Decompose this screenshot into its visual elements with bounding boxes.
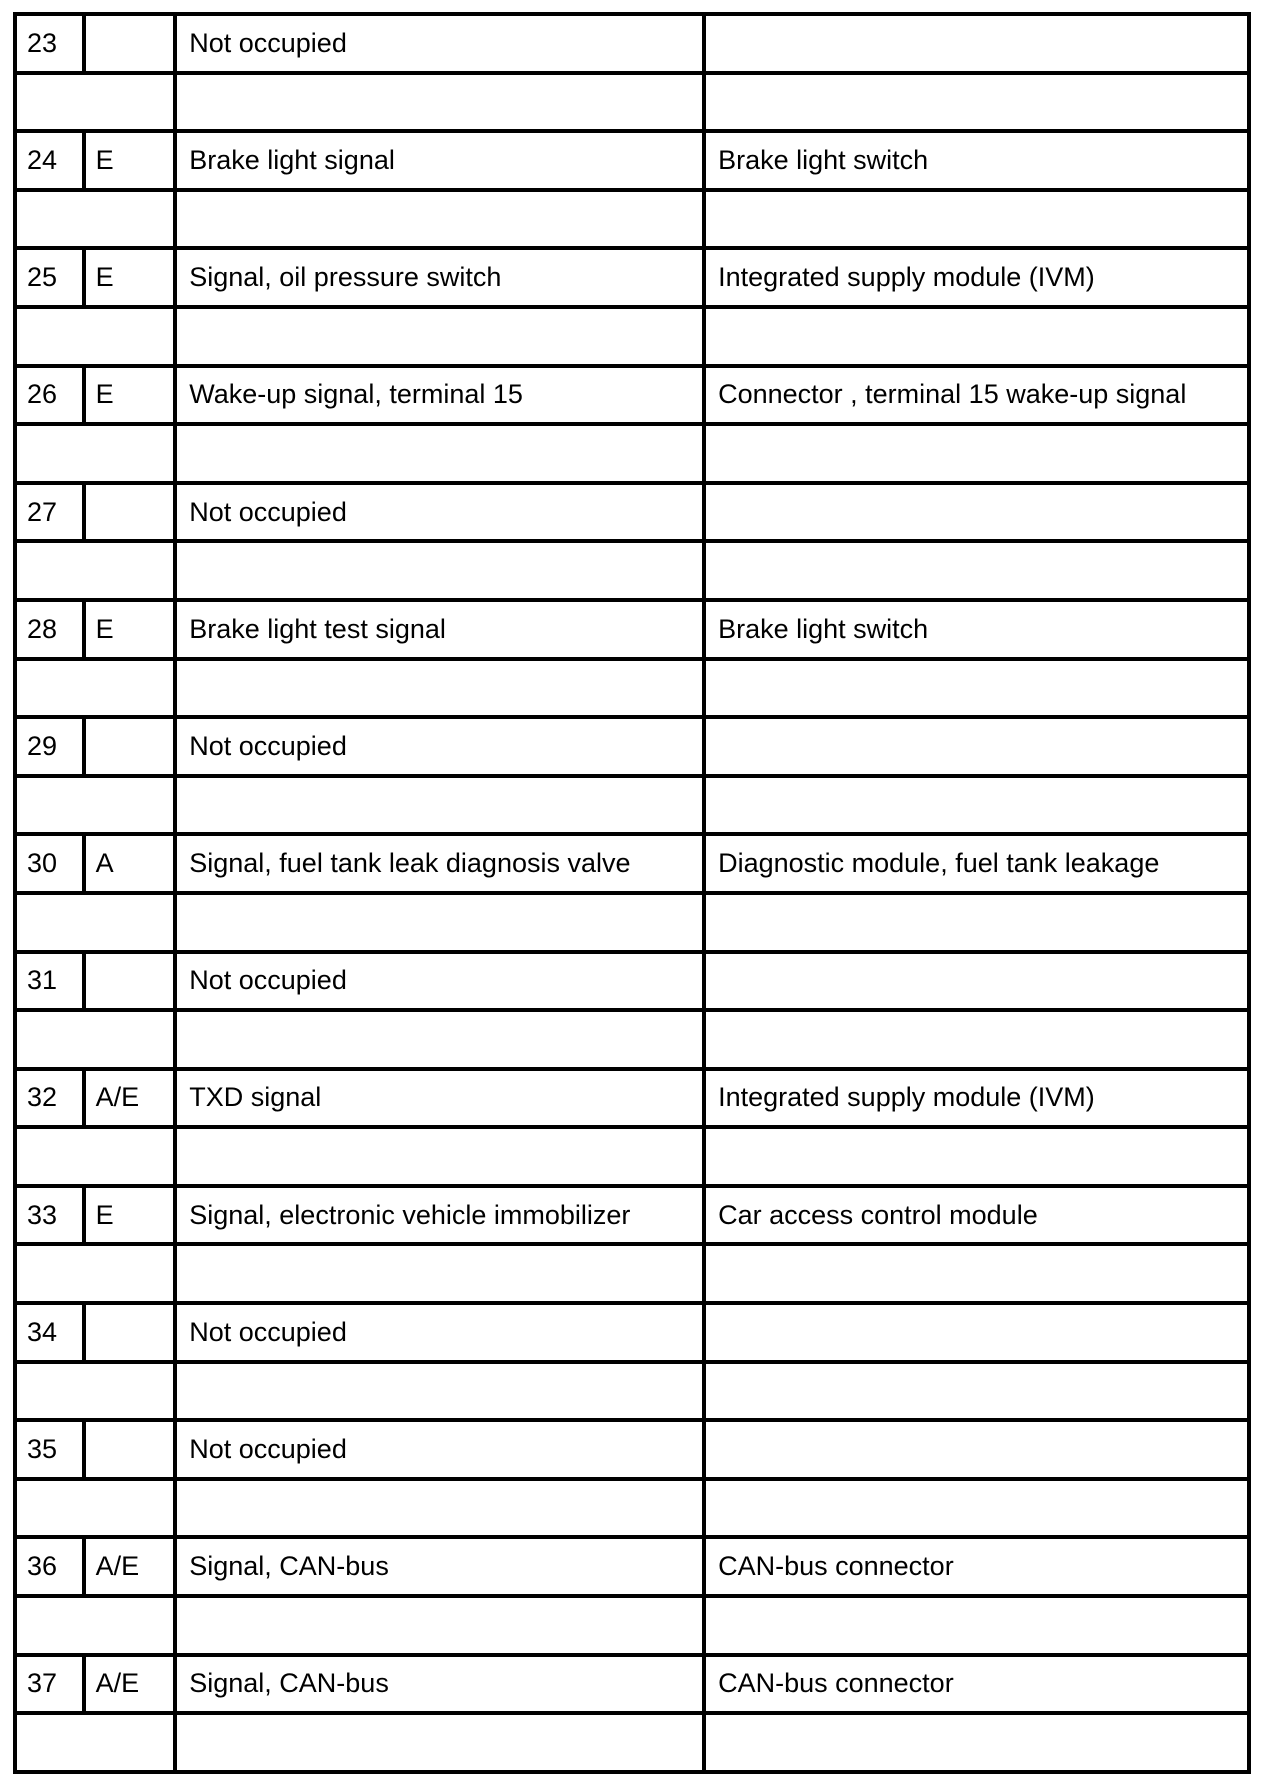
spacer-cell	[15, 1127, 175, 1186]
spacer-cell	[704, 1244, 1249, 1303]
connection-cell: CAN-bus connector	[704, 1655, 1249, 1714]
connection-cell: Integrated supply module (IVM)	[704, 248, 1249, 307]
function-cell: Brake light signal	[175, 131, 704, 190]
spacer-cell	[175, 424, 704, 483]
function-cell: Signal, oil pressure switch	[175, 248, 704, 307]
spacer-cell	[175, 659, 704, 718]
pin-row	[15, 1303, 1249, 1362]
direction-cell	[84, 952, 176, 1011]
spacer-cell	[15, 190, 175, 249]
pin-row	[15, 1420, 1249, 1479]
pin-row	[15, 483, 1249, 542]
spacer-cell	[15, 73, 175, 132]
pin-number-cell: 28	[15, 600, 84, 659]
spacer-row	[15, 659, 1249, 718]
spacer-cell	[704, 424, 1249, 483]
function-cell: Signal, fuel tank leak diagnosis valve	[175, 834, 704, 893]
spacer-cell	[175, 1362, 704, 1421]
connection-cell: Brake light switch	[704, 131, 1249, 190]
pin-number-cell: 29	[15, 717, 84, 776]
pin-row	[15, 366, 1249, 425]
function-cell: Not occupied	[175, 717, 704, 776]
spacer-cell	[15, 1713, 175, 1772]
pin-number-cell: 25	[15, 248, 84, 307]
spacer-row	[15, 541, 1249, 600]
connection-cell	[704, 1420, 1249, 1479]
pin-table-body	[15, 14, 1249, 1772]
spacer-row	[15, 73, 1249, 132]
spacer-row	[15, 893, 1249, 952]
pin-number-cell: 27	[15, 483, 84, 542]
connection-cell: Brake light switch	[704, 600, 1249, 659]
pin-row	[15, 834, 1249, 893]
spacer-cell	[704, 73, 1249, 132]
function-cell: Not occupied	[175, 14, 704, 73]
direction-cell	[84, 14, 176, 73]
spacer-cell	[15, 307, 175, 366]
direction-cell: E	[84, 248, 176, 307]
connection-cell	[704, 14, 1249, 73]
spacer-cell	[175, 1244, 704, 1303]
pin-number-cell: 31	[15, 952, 84, 1011]
spacer-cell	[704, 776, 1249, 835]
spacer-cell	[704, 659, 1249, 718]
spacer-row	[15, 307, 1249, 366]
spacer-cell	[15, 1479, 175, 1538]
spacer-cell	[704, 541, 1249, 600]
connection-cell	[704, 483, 1249, 542]
pin-number-cell: 26	[15, 366, 84, 425]
spacer-cell	[704, 1479, 1249, 1538]
direction-cell: E	[84, 1186, 176, 1245]
pin-row	[15, 1069, 1249, 1128]
direction-cell: A/E	[84, 1655, 176, 1714]
direction-cell	[84, 1303, 176, 1362]
function-cell: Not occupied	[175, 952, 704, 1011]
function-cell: Signal, CAN-bus	[175, 1537, 704, 1596]
direction-cell: A/E	[84, 1537, 176, 1596]
pin-row	[15, 14, 1249, 73]
spacer-cell	[175, 307, 704, 366]
connection-cell: Connector , terminal 15 wake-up signal	[704, 366, 1249, 425]
function-cell: Signal, electronic vehicle immobilizer	[175, 1186, 704, 1245]
pin-number-cell: 30	[15, 834, 84, 893]
spacer-cell	[704, 893, 1249, 952]
spacer-cell	[175, 1127, 704, 1186]
pin-number-cell: 37	[15, 1655, 84, 1714]
pin-number-cell: 34	[15, 1303, 84, 1362]
spacer-cell	[175, 73, 704, 132]
spacer-row	[15, 1010, 1249, 1069]
spacer-cell	[175, 893, 704, 952]
spacer-cell	[175, 1479, 704, 1538]
pin-row	[15, 1186, 1249, 1245]
spacer-cell	[15, 424, 175, 483]
pin-number-cell: 36	[15, 1537, 84, 1596]
connection-cell	[704, 1303, 1249, 1362]
spacer-cell	[175, 190, 704, 249]
spacer-row	[15, 190, 1249, 249]
connection-cell: Integrated supply module (IVM)	[704, 1069, 1249, 1128]
pin-row	[15, 248, 1249, 307]
function-cell: Not occupied	[175, 483, 704, 542]
connection-cell: Diagnostic module, fuel tank leakage	[704, 834, 1249, 893]
spacer-cell	[704, 1010, 1249, 1069]
spacer-cell	[15, 776, 175, 835]
function-cell: TXD signal	[175, 1069, 704, 1128]
direction-cell: E	[84, 366, 176, 425]
function-cell: Wake-up signal, terminal 15	[175, 366, 704, 425]
pin-number-cell: 32	[15, 1069, 84, 1128]
spacer-cell	[175, 1596, 704, 1655]
spacer-cell	[15, 659, 175, 718]
connection-cell: CAN-bus connector	[704, 1537, 1249, 1596]
spacer-row	[15, 424, 1249, 483]
spacer-cell	[175, 1010, 704, 1069]
spacer-cell	[704, 1127, 1249, 1186]
pin-number-cell: 24	[15, 131, 84, 190]
spacer-row	[15, 1596, 1249, 1655]
connection-cell: Car access control module	[704, 1186, 1249, 1245]
direction-cell: E	[84, 131, 176, 190]
connection-cell	[704, 717, 1249, 776]
pin-assignment-table	[13, 12, 1251, 1774]
direction-cell	[84, 717, 176, 776]
pin-number-cell: 33	[15, 1186, 84, 1245]
pin-row	[15, 131, 1249, 190]
spacer-cell	[175, 1713, 704, 1772]
spacer-row	[15, 1713, 1249, 1772]
direction-cell	[84, 483, 176, 542]
spacer-row	[15, 1362, 1249, 1421]
spacer-cell	[15, 541, 175, 600]
direction-cell: E	[84, 600, 176, 659]
pin-row	[15, 952, 1249, 1011]
pin-row	[15, 600, 1249, 659]
spacer-row	[15, 1479, 1249, 1538]
pin-number-cell: 35	[15, 1420, 84, 1479]
function-cell: Brake light test signal	[175, 600, 704, 659]
direction-cell	[84, 1420, 176, 1479]
function-cell: Signal, CAN-bus	[175, 1655, 704, 1714]
spacer-cell	[175, 776, 704, 835]
spacer-row	[15, 1244, 1249, 1303]
pin-row	[15, 1655, 1249, 1714]
spacer-cell	[704, 1362, 1249, 1421]
pin-row	[15, 717, 1249, 776]
spacer-cell	[704, 1713, 1249, 1772]
pin-row	[15, 1537, 1249, 1596]
connection-cell	[704, 952, 1249, 1011]
spacer-cell	[15, 1244, 175, 1303]
spacer-row	[15, 776, 1249, 835]
spacer-cell	[704, 307, 1249, 366]
direction-cell: A	[84, 834, 176, 893]
spacer-cell	[704, 190, 1249, 249]
spacer-cell	[704, 1596, 1249, 1655]
spacer-cell	[175, 541, 704, 600]
spacer-cell	[15, 1596, 175, 1655]
function-cell: Not occupied	[175, 1420, 704, 1479]
spacer-cell	[15, 893, 175, 952]
direction-cell: A/E	[84, 1069, 176, 1128]
spacer-row	[15, 1127, 1249, 1186]
spacer-cell	[15, 1010, 175, 1069]
spacer-cell	[15, 1362, 175, 1421]
function-cell: Not occupied	[175, 1303, 704, 1362]
pin-number-cell: 23	[15, 14, 84, 73]
